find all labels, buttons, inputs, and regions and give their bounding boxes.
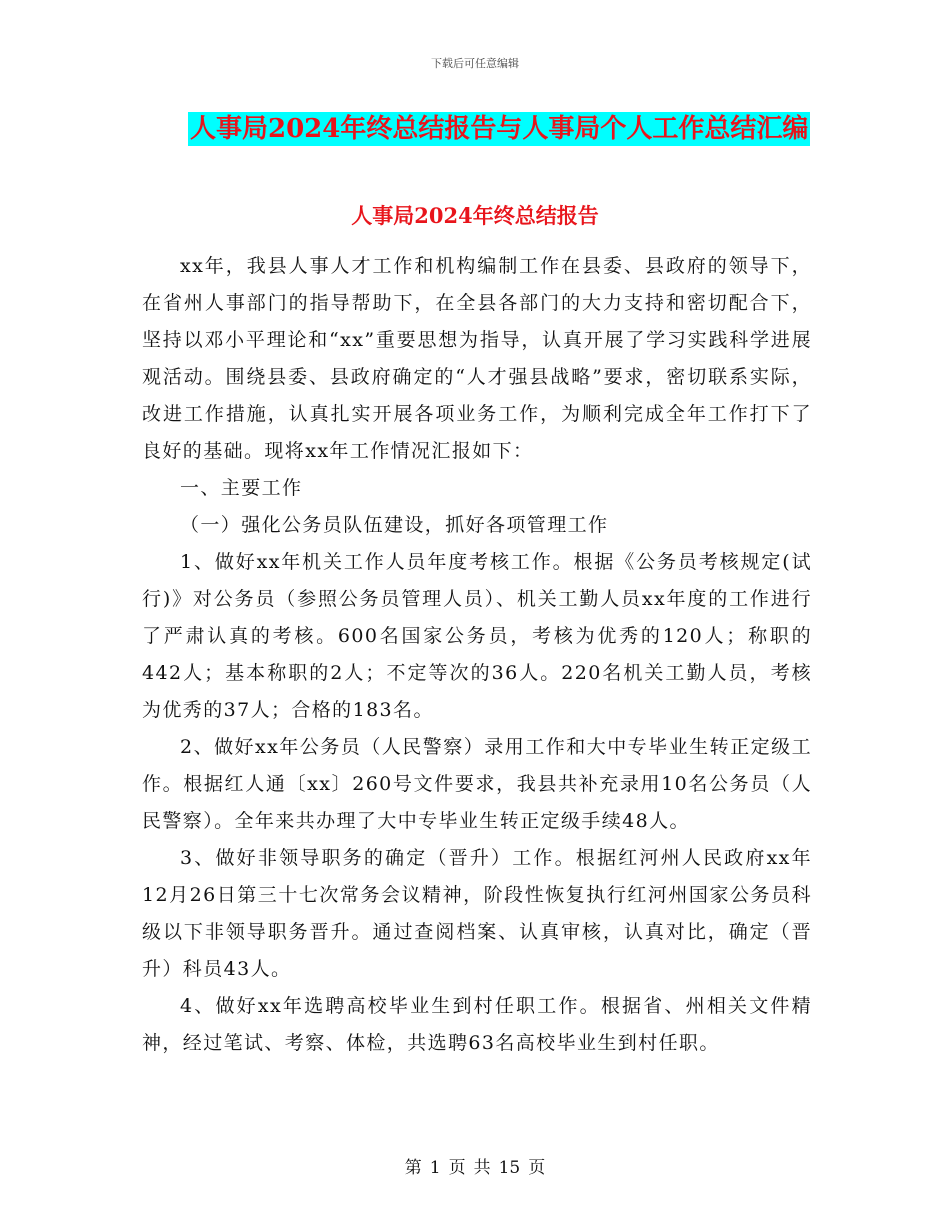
footer-total-pages: 15 <box>498 1158 521 1178</box>
footer-mid: 页 <box>448 1158 466 1178</box>
body-text <box>142 248 812 1062</box>
paragraph-item-1: 1、做好xx年机关工作人员年度考核工作。根据《公务员考核规定(试行)》对公务员（参照公务员管理人员）、机关工勤人员xx年度的工作进行了严肃认真的考核。600名国家公务员，考核为优秀的120人；称职的442人；基本称职的2人；不定等次的36人。220名机关工勤人员，考核为优秀的37人；合格的183名。 <box>142 551 812 721</box>
footer-suffix: 页 <box>528 1158 546 1178</box>
footer-prefix: 第 <box>404 1158 422 1178</box>
main-title-wrap <box>188 112 810 146</box>
paragraph-item-2: 2、做好xx年公务员（人民警察）录用工作和大中专毕业生转正定级工作。根据红人通〔xx〕260号文件要求，我县共补充录用10名公务员（人民警察）。全年来共办理了大中专毕业生转正定级手续48人。 <box>142 736 812 832</box>
main-title: 人事局2024年终总结报告与人事局个人工作总结汇编 <box>190 114 809 144</box>
heading-main-work: 一、主要工作 <box>180 477 303 499</box>
paragraph-item-3: 3、做好非领导职务的确定（晋升）工作。根据红河州人民政府xx年12月26日第三十七次常务会议精神，阶段性恢复执行红河州国家公务员科级以下非领导职务晋升。通过查阅档案、认真审核，认真对比，确定（晋升）科员43人。 <box>142 847 812 980</box>
header-note: 下载后可任意编辑 <box>431 57 519 70</box>
paragraph-intro: xx年，我县人事人才工作和机构编制工作在县委、县政府的领导下，在省州人事部门的指导帮助下，在全县各部门的大力支持和密切配合下，坚持以邓小平理论和“xx”重要思想为指导，认真开展了学习实践科学进展观活动。围绕县委、县政府确定的“人才强县战略”要求，密切联系实际，改进工作措施，认真扎实开展各项业务工作，为顺利完成全年工作打下了良好的基础。现将xx年工作情况汇报如下： <box>142 255 812 462</box>
footer-page-number: 1 <box>429 1158 441 1178</box>
subheading-civil-servants: （一）强化公务员队伍建设，抓好各项管理工作 <box>180 514 609 536</box>
section-title: 人事局2024年终总结报告 <box>351 203 599 228</box>
footer-gong: 共 <box>473 1158 491 1178</box>
page-footer <box>0 1153 950 1178</box>
paragraph-item-4: 4、做好xx年选聘高校毕业生到村任职工作。根据省、州相关文件精神，经过笔试、考察、体检，共选聘63名高校毕业生到村任职。 <box>142 995 812 1054</box>
